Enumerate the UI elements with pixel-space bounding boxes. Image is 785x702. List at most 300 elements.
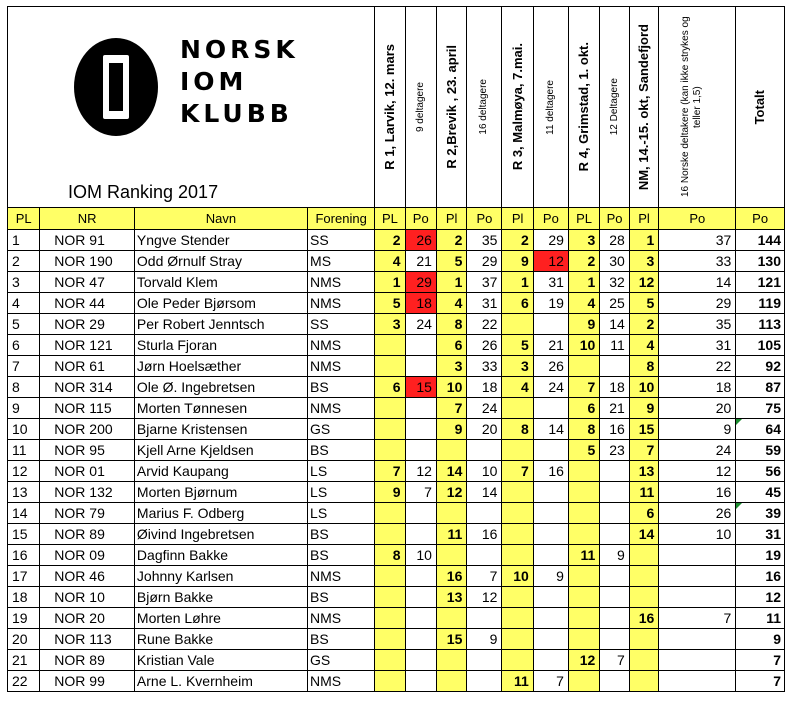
name-cell: Bjørn Bakke bbox=[134, 587, 307, 608]
race-place-cell: 6 bbox=[568, 398, 599, 419]
race-name: R 4, Grimstad, 1. okt. bbox=[576, 42, 592, 172]
race-points-cell: 21 bbox=[405, 251, 436, 272]
sail-number-cell: NOR 20 bbox=[40, 608, 135, 629]
race-points-cell bbox=[659, 671, 736, 692]
total-cell: 7 bbox=[736, 671, 785, 692]
rank-cell: 1 bbox=[8, 230, 40, 251]
race-participants: 16 Norske deltakere (kan ikke strykes og teller 1,5) bbox=[680, 16, 704, 198]
race-place-cell bbox=[568, 524, 599, 545]
race-participants-cell bbox=[405, 7, 436, 208]
sail-number-cell: NOR 95 bbox=[40, 440, 135, 461]
race-place-cell: 8 bbox=[568, 419, 599, 440]
rank-cell: 6 bbox=[8, 335, 40, 356]
col-race-pl: PL bbox=[568, 208, 599, 230]
total-cell: 119 bbox=[736, 293, 785, 314]
race-place-cell bbox=[629, 545, 659, 566]
race-points-cell: 14 bbox=[533, 419, 568, 440]
race-name: NM, 14.-15. okt, Sandefjord bbox=[636, 23, 652, 191]
race-points-cell bbox=[467, 608, 502, 629]
rank-cell: 12 bbox=[8, 461, 40, 482]
total-cell: 92 bbox=[736, 356, 785, 377]
race-points-cell bbox=[533, 545, 568, 566]
race-name-cell bbox=[436, 7, 466, 208]
table-row bbox=[8, 650, 785, 671]
race-place-cell: 10 bbox=[436, 377, 466, 398]
race-place-cell: 2 bbox=[502, 230, 533, 251]
race-place-cell bbox=[502, 398, 533, 419]
race-place-cell bbox=[629, 629, 659, 650]
race-place-cell bbox=[502, 440, 533, 461]
race-points-cell: 18 bbox=[659, 377, 736, 398]
total-cell: 64 bbox=[736, 419, 785, 440]
table-row bbox=[8, 314, 785, 335]
race-points-cell bbox=[533, 482, 568, 503]
race-place-cell bbox=[568, 356, 599, 377]
race-place-cell bbox=[375, 629, 405, 650]
race-points-cell bbox=[533, 398, 568, 419]
club-cell: GS bbox=[308, 650, 375, 671]
race-place-cell bbox=[502, 608, 533, 629]
race-points-cell: 22 bbox=[467, 314, 502, 335]
race-place-cell bbox=[375, 398, 405, 419]
rank-cell: 15 bbox=[8, 524, 40, 545]
race-points-cell: 12 bbox=[405, 461, 436, 482]
club-cell: LS bbox=[308, 503, 375, 524]
table-row bbox=[8, 608, 785, 629]
race-place-cell bbox=[502, 545, 533, 566]
race-name-cell bbox=[375, 7, 405, 208]
sail-number-cell: NOR 113 bbox=[40, 629, 135, 650]
race-place-cell: 2 bbox=[375, 230, 405, 251]
race-points-cell: 16 bbox=[659, 482, 736, 503]
race-points-cell bbox=[533, 524, 568, 545]
race-name-cell bbox=[568, 7, 599, 208]
total-cell: 113 bbox=[736, 314, 785, 335]
race-points-cell: 10 bbox=[659, 524, 736, 545]
rank-cell: 18 bbox=[8, 587, 40, 608]
race-place-cell bbox=[502, 314, 533, 335]
race-place-cell: 3 bbox=[568, 230, 599, 251]
race-points-cell: 9 bbox=[467, 629, 502, 650]
race-place-cell: 3 bbox=[436, 356, 466, 377]
race-points-cell: 14 bbox=[659, 272, 736, 293]
sail-number-cell: NOR 89 bbox=[40, 524, 135, 545]
race-place-cell bbox=[502, 650, 533, 671]
table-row bbox=[8, 671, 785, 692]
race-points-cell: 33 bbox=[659, 251, 736, 272]
race-place-cell bbox=[375, 566, 405, 587]
race-points-cell: 24 bbox=[659, 440, 736, 461]
table-row bbox=[8, 356, 785, 377]
race-place-cell: 5 bbox=[502, 335, 533, 356]
race-place-cell: 3 bbox=[629, 251, 659, 272]
ranking-table bbox=[7, 6, 785, 692]
total-cell: 144 bbox=[736, 230, 785, 251]
club-cell: BS bbox=[308, 524, 375, 545]
race-participants: 12 Deltagere bbox=[608, 78, 620, 136]
race-points-cell: 7 bbox=[405, 482, 436, 503]
race-points-cell bbox=[405, 608, 436, 629]
club-cell: SS bbox=[308, 314, 375, 335]
sail-number-cell: NOR 132 bbox=[40, 482, 135, 503]
race-place-cell bbox=[568, 629, 599, 650]
table-row bbox=[8, 440, 785, 461]
race-place-cell bbox=[436, 503, 466, 524]
sail-number-cell: NOR 121 bbox=[40, 335, 135, 356]
race-points-cell: 15 bbox=[405, 377, 436, 398]
col-total: Po bbox=[736, 208, 785, 230]
club-cell: NMS bbox=[308, 566, 375, 587]
table-row bbox=[8, 230, 785, 251]
race-place-cell: 5 bbox=[375, 293, 405, 314]
race-place-cell: 9 bbox=[629, 398, 659, 419]
race-name-cell bbox=[502, 7, 533, 208]
race-place-cell bbox=[568, 608, 599, 629]
race-points-cell bbox=[467, 650, 502, 671]
race-points-cell: 26 bbox=[659, 503, 736, 524]
race-points-cell bbox=[600, 461, 630, 482]
page-title: IOM Ranking 2017 bbox=[68, 182, 219, 202]
race-place-cell: 5 bbox=[436, 251, 466, 272]
race-points-cell: 31 bbox=[659, 335, 736, 356]
race-points-cell bbox=[600, 356, 630, 377]
race-place-cell bbox=[568, 566, 599, 587]
race-points-cell bbox=[659, 650, 736, 671]
race-place-cell bbox=[629, 650, 659, 671]
race-points-cell: 24 bbox=[405, 314, 436, 335]
race-points-cell bbox=[405, 398, 436, 419]
rank-cell: 16 bbox=[8, 545, 40, 566]
total-cell: 59 bbox=[736, 440, 785, 461]
col-forening: Forening bbox=[308, 208, 375, 230]
name-cell: Kjell Arne Kjeldsen bbox=[134, 440, 307, 461]
race-place-cell: 4 bbox=[436, 293, 466, 314]
race-points-cell: 16 bbox=[533, 461, 568, 482]
club-cell: NMS bbox=[308, 356, 375, 377]
race-place-cell: 1 bbox=[629, 230, 659, 251]
table-row bbox=[8, 293, 785, 314]
total-cell: 19 bbox=[736, 545, 785, 566]
col-race-pl: Pl bbox=[436, 208, 466, 230]
sail-number-cell: NOR 89 bbox=[40, 650, 135, 671]
rank-cell: 10 bbox=[8, 419, 40, 440]
race-points-cell: 12 bbox=[533, 251, 568, 272]
total-header: Totalt bbox=[752, 89, 768, 125]
total-cell: 39 bbox=[736, 503, 785, 524]
logo-line-1: NORSK bbox=[180, 35, 299, 64]
col-race-po: Po bbox=[533, 208, 568, 230]
race-place-cell: 11 bbox=[502, 671, 533, 692]
race-points-cell: 11 bbox=[600, 335, 630, 356]
race-place-cell bbox=[436, 608, 466, 629]
race-points-cell bbox=[533, 440, 568, 461]
race-place-cell: 12 bbox=[436, 482, 466, 503]
race-place-cell: 14 bbox=[436, 461, 466, 482]
race-points-cell bbox=[467, 545, 502, 566]
race-place-cell: 11 bbox=[568, 545, 599, 566]
sail-number-cell: NOR 46 bbox=[40, 566, 135, 587]
race-place-cell: 3 bbox=[502, 356, 533, 377]
name-cell: Marius F. Odberg bbox=[134, 503, 307, 524]
club-cell: NMS bbox=[308, 293, 375, 314]
race-points-cell: 18 bbox=[467, 377, 502, 398]
table-row bbox=[8, 335, 785, 356]
name-cell: Bjarne Kristensen bbox=[134, 419, 307, 440]
sail-number-cell: NOR 200 bbox=[40, 419, 135, 440]
table-row bbox=[8, 461, 785, 482]
race-points-cell: 28 bbox=[600, 230, 630, 251]
race-place-cell: 9 bbox=[375, 482, 405, 503]
total-cell: 105 bbox=[736, 335, 785, 356]
race-points-cell: 14 bbox=[467, 482, 502, 503]
col-navn: Navn bbox=[134, 208, 307, 230]
total-cell: 87 bbox=[736, 377, 785, 398]
race-place-cell: 4 bbox=[502, 377, 533, 398]
race-points-cell bbox=[405, 650, 436, 671]
race-place-cell: 2 bbox=[436, 230, 466, 251]
race-place-cell: 7 bbox=[436, 398, 466, 419]
race-points-cell bbox=[533, 608, 568, 629]
race-points-cell: 29 bbox=[467, 251, 502, 272]
race-points-cell bbox=[600, 629, 630, 650]
race-place-cell: 8 bbox=[502, 419, 533, 440]
col-race-pl: Pl bbox=[629, 208, 659, 230]
race-place-cell bbox=[568, 587, 599, 608]
rank-cell: 3 bbox=[8, 272, 40, 293]
race-place-cell bbox=[502, 629, 533, 650]
name-cell: Rune Bakke bbox=[134, 629, 307, 650]
race-points-cell bbox=[405, 629, 436, 650]
race-place-cell: 8 bbox=[629, 356, 659, 377]
col-pl: PL bbox=[8, 208, 40, 230]
race-participants-cell bbox=[533, 7, 568, 208]
race-place-cell bbox=[568, 482, 599, 503]
rank-cell: 8 bbox=[8, 377, 40, 398]
race-place-cell bbox=[375, 650, 405, 671]
race-place-cell: 4 bbox=[568, 293, 599, 314]
total-cell: 56 bbox=[736, 461, 785, 482]
race-points-cell: 10 bbox=[467, 461, 502, 482]
race-points-cell: 12 bbox=[659, 461, 736, 482]
race-points-cell: 9 bbox=[533, 566, 568, 587]
race-points-cell bbox=[533, 650, 568, 671]
name-cell: Per Robert Jenntsch bbox=[134, 314, 307, 335]
name-cell: Morten Løhre bbox=[134, 608, 307, 629]
name-cell: Kristian Vale bbox=[134, 650, 307, 671]
club-cell: NMS bbox=[308, 335, 375, 356]
race-place-cell: 15 bbox=[436, 629, 466, 650]
col-race-po: Po bbox=[659, 208, 736, 230]
race-name: R 2,Brevik , 23. april bbox=[443, 45, 459, 169]
race-place-cell: 10 bbox=[568, 335, 599, 356]
club-cell: BS bbox=[308, 629, 375, 650]
race-place-cell bbox=[375, 608, 405, 629]
race-points-cell bbox=[405, 671, 436, 692]
club-cell: BS bbox=[308, 440, 375, 461]
club-cell: SS bbox=[308, 230, 375, 251]
race-points-cell bbox=[405, 419, 436, 440]
race-place-cell: 4 bbox=[629, 335, 659, 356]
race-points-cell bbox=[600, 566, 630, 587]
race-points-cell bbox=[405, 503, 436, 524]
race-points-cell: 25 bbox=[600, 293, 630, 314]
sail-number-cell: NOR 190 bbox=[40, 251, 135, 272]
race-points-cell: 24 bbox=[533, 377, 568, 398]
race-place-cell: 10 bbox=[629, 377, 659, 398]
rank-cell: 4 bbox=[8, 293, 40, 314]
race-points-cell: 18 bbox=[405, 293, 436, 314]
race-points-cell: 23 bbox=[600, 440, 630, 461]
club-cell: LS bbox=[308, 461, 375, 482]
race-points-cell: 16 bbox=[467, 524, 502, 545]
race-place-cell bbox=[436, 671, 466, 692]
col-race-pl: Pl bbox=[502, 208, 533, 230]
race-points-cell: 33 bbox=[467, 356, 502, 377]
race-participants-cell bbox=[659, 7, 736, 208]
race-place-cell: 16 bbox=[629, 608, 659, 629]
name-cell: Arne L. Kvernheim bbox=[134, 671, 307, 692]
name-cell: Johnny Karlsen bbox=[134, 566, 307, 587]
rank-cell: 13 bbox=[8, 482, 40, 503]
club-cell: MS bbox=[308, 251, 375, 272]
logo-cell bbox=[8, 7, 375, 208]
table-row bbox=[8, 419, 785, 440]
race-place-cell: 6 bbox=[436, 335, 466, 356]
race-place-cell: 13 bbox=[629, 461, 659, 482]
name-cell: Yngve Stender bbox=[134, 230, 307, 251]
race-points-cell bbox=[659, 545, 736, 566]
logo-line-3: KLUBB bbox=[180, 99, 293, 128]
race-place-cell: 16 bbox=[436, 566, 466, 587]
table-row bbox=[8, 587, 785, 608]
race-points-cell bbox=[659, 587, 736, 608]
race-place-cell: 13 bbox=[436, 587, 466, 608]
race-participants: 16 deltagere bbox=[478, 79, 490, 135]
race-participants: 11 deltagere bbox=[544, 79, 556, 135]
race-points-cell: 16 bbox=[600, 419, 630, 440]
club-cell: GS bbox=[308, 419, 375, 440]
race-place-cell bbox=[375, 503, 405, 524]
race-place-cell bbox=[629, 566, 659, 587]
race-place-cell: 7 bbox=[629, 440, 659, 461]
rank-cell: 11 bbox=[8, 440, 40, 461]
race-points-cell: 29 bbox=[405, 272, 436, 293]
club-cell: BS bbox=[308, 377, 375, 398]
rank-cell: 19 bbox=[8, 608, 40, 629]
race-points-cell bbox=[467, 671, 502, 692]
col-nr: NR bbox=[40, 208, 135, 230]
name-cell: Arvid Kaupang bbox=[134, 461, 307, 482]
table-row bbox=[8, 398, 785, 419]
sail-number-cell: NOR 01 bbox=[40, 461, 135, 482]
table-row bbox=[8, 566, 785, 587]
race-points-cell bbox=[600, 524, 630, 545]
table-row bbox=[8, 377, 785, 398]
name-cell: Sturla Fjoran bbox=[134, 335, 307, 356]
club-cell: NMS bbox=[308, 671, 375, 692]
race-points-cell bbox=[600, 503, 630, 524]
race-place-cell: 7 bbox=[568, 377, 599, 398]
sail-number-cell: NOR 09 bbox=[40, 545, 135, 566]
race-place-cell: 14 bbox=[629, 524, 659, 545]
race-place-cell bbox=[436, 440, 466, 461]
sail-number-cell: NOR 115 bbox=[40, 398, 135, 419]
table-row bbox=[8, 524, 785, 545]
club-cell: NMS bbox=[308, 608, 375, 629]
race-place-cell bbox=[502, 503, 533, 524]
race-place-cell bbox=[568, 671, 599, 692]
total-cell: 11 bbox=[736, 608, 785, 629]
race-place-cell: 5 bbox=[568, 440, 599, 461]
club-cell: BS bbox=[308, 587, 375, 608]
race-points-cell: 18 bbox=[600, 377, 630, 398]
race-points-cell: 19 bbox=[533, 293, 568, 314]
race-place-cell bbox=[375, 671, 405, 692]
race-points-cell: 7 bbox=[533, 671, 568, 692]
name-cell: Dagfinn Bakke bbox=[134, 545, 307, 566]
race-name: R 1, Larvik, 12. mars bbox=[381, 44, 397, 170]
name-cell: Morten Bjørnum bbox=[134, 482, 307, 503]
race-place-cell bbox=[502, 524, 533, 545]
race-points-cell bbox=[600, 482, 630, 503]
rank-cell: 9 bbox=[8, 398, 40, 419]
race-place-cell: 8 bbox=[436, 314, 466, 335]
sail-number-cell: NOR 314 bbox=[40, 377, 135, 398]
race-points-cell: 7 bbox=[659, 608, 736, 629]
total-cell: 9 bbox=[736, 629, 785, 650]
race-points-cell: 37 bbox=[659, 230, 736, 251]
race-place-cell: 1 bbox=[375, 272, 405, 293]
club-cell: NMS bbox=[308, 272, 375, 293]
race-place-cell: 6 bbox=[502, 293, 533, 314]
race-points-cell bbox=[467, 440, 502, 461]
race-points-cell: 14 bbox=[600, 314, 630, 335]
race-place-cell bbox=[375, 440, 405, 461]
race-place-cell: 3 bbox=[375, 314, 405, 335]
total-cell: 45 bbox=[736, 482, 785, 503]
sail-number-cell: NOR 91 bbox=[40, 230, 135, 251]
sail-number-cell: NOR 47 bbox=[40, 272, 135, 293]
race-points-cell: 26 bbox=[533, 356, 568, 377]
table-row bbox=[8, 251, 785, 272]
race-place-cell bbox=[436, 545, 466, 566]
race-place-cell bbox=[502, 587, 533, 608]
race-points-cell bbox=[405, 566, 436, 587]
race-points-cell: 26 bbox=[467, 335, 502, 356]
race-points-cell bbox=[533, 503, 568, 524]
race-place-cell: 12 bbox=[568, 650, 599, 671]
race-place-cell: 9 bbox=[568, 314, 599, 335]
race-place-cell bbox=[375, 419, 405, 440]
total-cell: 121 bbox=[736, 272, 785, 293]
table-row bbox=[8, 503, 785, 524]
race-points-cell: 9 bbox=[600, 545, 630, 566]
total-cell: 16 bbox=[736, 566, 785, 587]
table-row bbox=[8, 545, 785, 566]
race-place-cell bbox=[502, 482, 533, 503]
race-place-cell: 2 bbox=[629, 314, 659, 335]
race-place-cell: 2 bbox=[568, 251, 599, 272]
col-race-po: Po bbox=[405, 208, 436, 230]
race-place-cell: 1 bbox=[568, 272, 599, 293]
race-points-cell bbox=[600, 587, 630, 608]
race-place-cell: 7 bbox=[375, 461, 405, 482]
race-place-cell: 7 bbox=[502, 461, 533, 482]
race-points-cell: 7 bbox=[467, 566, 502, 587]
race-points-cell bbox=[405, 335, 436, 356]
name-cell: Ole Peder Bjørsom bbox=[134, 293, 307, 314]
race-points-cell bbox=[600, 671, 630, 692]
